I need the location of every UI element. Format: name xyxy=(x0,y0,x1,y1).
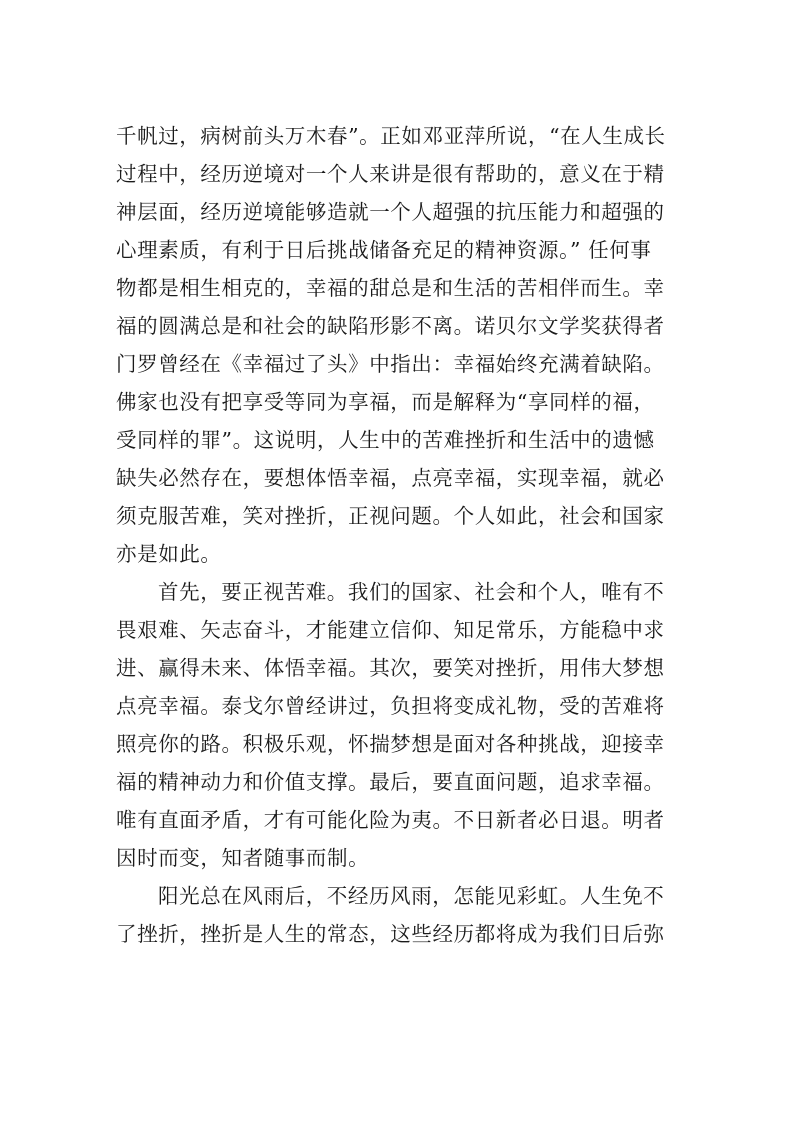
text-line: 照亮你的路。积极乐观，怀揣梦想是面对各种挑战，迎接幸 xyxy=(116,732,665,756)
text-line: 唯有直面矛盾，才有可能化险为夷。不日新者必日退。明者 xyxy=(116,808,665,832)
paragraph-first-line: 首先，要正视苦难。我们的国家、社会和个人，唯有不 xyxy=(158,580,665,604)
text-line: 须克服苦难，笑对挫折，正视问题。个人如此，社会和国家 xyxy=(116,504,665,528)
text-line: 物都是相生相克的，幸福的甜总是和生活的苦相伴而生。幸 xyxy=(116,276,665,300)
text-line: 畏艰难、矢志奋斗，才能建立信仰、知足常乐，方能稳中求 xyxy=(116,618,665,642)
text-line: 福的精神动力和价值支撑。最后，要直面问题，追求幸福。 xyxy=(116,770,665,794)
text-line: 千帆过，病树前头万木春”。正如邓亚萍所说，“在人生成长 xyxy=(116,124,666,148)
text-line: 心理素质，有利于日后挑战储备充足的精神资源。” 任何事 xyxy=(116,238,652,262)
text-line: 福的圆满总是和社会的缺陷形影不离。诺贝尔文学奖获得者 xyxy=(116,314,665,338)
text-line: 点亮幸福。泰戈尔曾经讲过，负担将变成礼物，受的苦难将 xyxy=(116,694,665,718)
text-line: 受同样的罪”。这说明，人生中的苦难挫折和生活中的遗憾 xyxy=(116,428,655,452)
text-line: 缺失必然存在，要想体悟幸福，点亮幸福，实现幸福，就必 xyxy=(116,466,665,490)
paragraph-first-line: 阳光总在风雨后，不经历风雨，怎能见彩虹。人生免不 xyxy=(158,884,665,908)
text-line: 过程中，经历逆境对一个人来讲是很有帮助的，意义在于精 xyxy=(116,162,665,186)
text-line: 神层面，经历逆境能够造就一个人超强的抗压能力和超强的 xyxy=(116,200,665,224)
text-line: 了挫折，挫折是人生的常态，这些经历都将成为我们日后弥 xyxy=(116,922,665,946)
text-line: 进、赢得未来、体悟幸福。其次，要笑对挫折，用伟大梦想 xyxy=(116,656,665,680)
text-line: 亦是如此。 xyxy=(116,542,222,566)
text-line: 门罗曾经在《幸福过了头》中指出：幸福始终充满着缺陷。 xyxy=(116,352,665,376)
text-line: 因时而变，知者随事而制。 xyxy=(116,846,370,870)
text-line: 佛家也没有把享受等同为享福，而是解释为“享同样的福， xyxy=(116,390,655,414)
